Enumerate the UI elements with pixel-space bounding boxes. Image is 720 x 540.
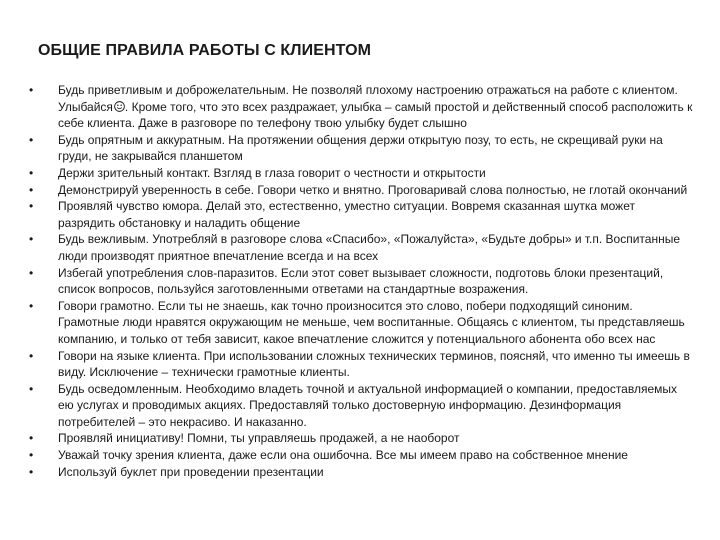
bullet-icon: •	[29, 232, 34, 247]
bullet-icon: •	[29, 431, 34, 446]
rule-text-continued: . Кроме того, что это всех раздражает, улыбка – самый простой и действенный способ расположить к себе клиента. Даже в разговоре по телефону твою улыбку будет слышно	[58, 99, 693, 131]
rule-text: Будь опрятным и аккуратным. На протяжении общения держи открытую позу, то есть, не скрещивай руки на груди, не закрывайся планшетом	[58, 132, 663, 164]
bullet-icon: •	[29, 265, 34, 280]
bullet-icon: •	[29, 464, 34, 479]
rule-item	[0, 348, 720, 381]
rule-text: Говори на языке клиента. При использовании сложных технических терминов, поясняй, что именно ты имеешь в виду. Исключение – технически грамотные клиенты.	[58, 348, 690, 380]
rule-text: Проявляй чувство юмора. Делай это, естественно, уместно ситуации. Вовремя сказанная шутка может разрядить обстановку и наладить общение	[58, 199, 635, 230]
bullet-icon: •	[29, 182, 34, 197]
rule-item	[0, 198, 720, 231]
bullet-icon: •	[29, 165, 34, 180]
rule-text: Избегай употребления слов-паразитов. Если этот совет вызывает сложности, подготовь блоки презентаций, список вопросов, пользуйся заготовленными ответами на стандартные возражения.	[58, 265, 664, 297]
smiley-icon	[114, 101, 125, 112]
bullet-icon: •	[29, 298, 34, 313]
rule-text: Демонстрируй уверенность в себе. Говори четко и внятно. Проговаривай слова полностью, не глотай окончаний	[58, 182, 688, 197]
rule-item	[0, 82, 720, 132]
bullet-icon: •	[29, 132, 34, 147]
slide-title: ОБЩИЕ ПРАВИЛА РАБОТЫ С КЛИЕНТОМ	[38, 42, 372, 59]
bullet-icon: •	[29, 199, 34, 214]
rule-text: Проявляй инициативу! Помни, ты управляешь продажей, а не наоборот	[58, 431, 460, 446]
rule-text: Говори грамотно. Если ты не знаешь, как точно произносится это слово, побери подходящий синоним. Грамотные люди нравятся окружающим не меньше, чем воспитанные. Общаясь с клиентом, ты представляешь компанию, и только от тебя зависит, какое впечатление сложится у потенциального абонента обо всех нас	[58, 298, 685, 346]
rule-item	[0, 231, 720, 264]
rule-text: Будь вежливым. Употребляй в разговоре слова «Спасибо», «Пожалуйста», «Будьте добры» и т.п. Воспитанные люди производят приятное впечатление всегда и на всех	[58, 232, 680, 263]
bullet-icon: •	[29, 83, 34, 97]
rule-text: Уважай точку зрения клиента, даже если она ошибочна. Все мы имеем право на собственное мнение	[58, 448, 628, 463]
rule-item	[0, 265, 720, 298]
rules-list	[0, 82, 720, 480]
rule-item	[0, 430, 720, 447]
rule-item	[0, 381, 720, 431]
bullet-icon: •	[29, 381, 34, 396]
rule-item	[0, 298, 720, 348]
bullet-icon: •	[29, 448, 34, 463]
rule-item	[0, 132, 720, 165]
rule-item	[0, 165, 720, 182]
bullet-icon: •	[29, 348, 34, 363]
rule-text: Будь осведомленным. Необходимо владеть точной и актуальной информацией о компании, предоставляемых ею услугах и проводимых акциях. Предоставляй только достоверную информацию. Дезинформация потребителей – это некрасиво. И наказанно.	[58, 381, 677, 429]
rule-text: Будь приветливым и доброжелательным. Не позволяй плохому настроению отражаться на работе с клиентом. Улыбайся	[58, 83, 678, 114]
rule-item	[0, 447, 720, 464]
rule-text: Держи зрительный контакт. Взгляд в глаза говорит о честности и открытости	[58, 165, 486, 180]
rule-text: Используй буклет при проведении презентации	[58, 464, 324, 479]
rule-item	[0, 464, 720, 481]
rule-item	[0, 182, 720, 199]
